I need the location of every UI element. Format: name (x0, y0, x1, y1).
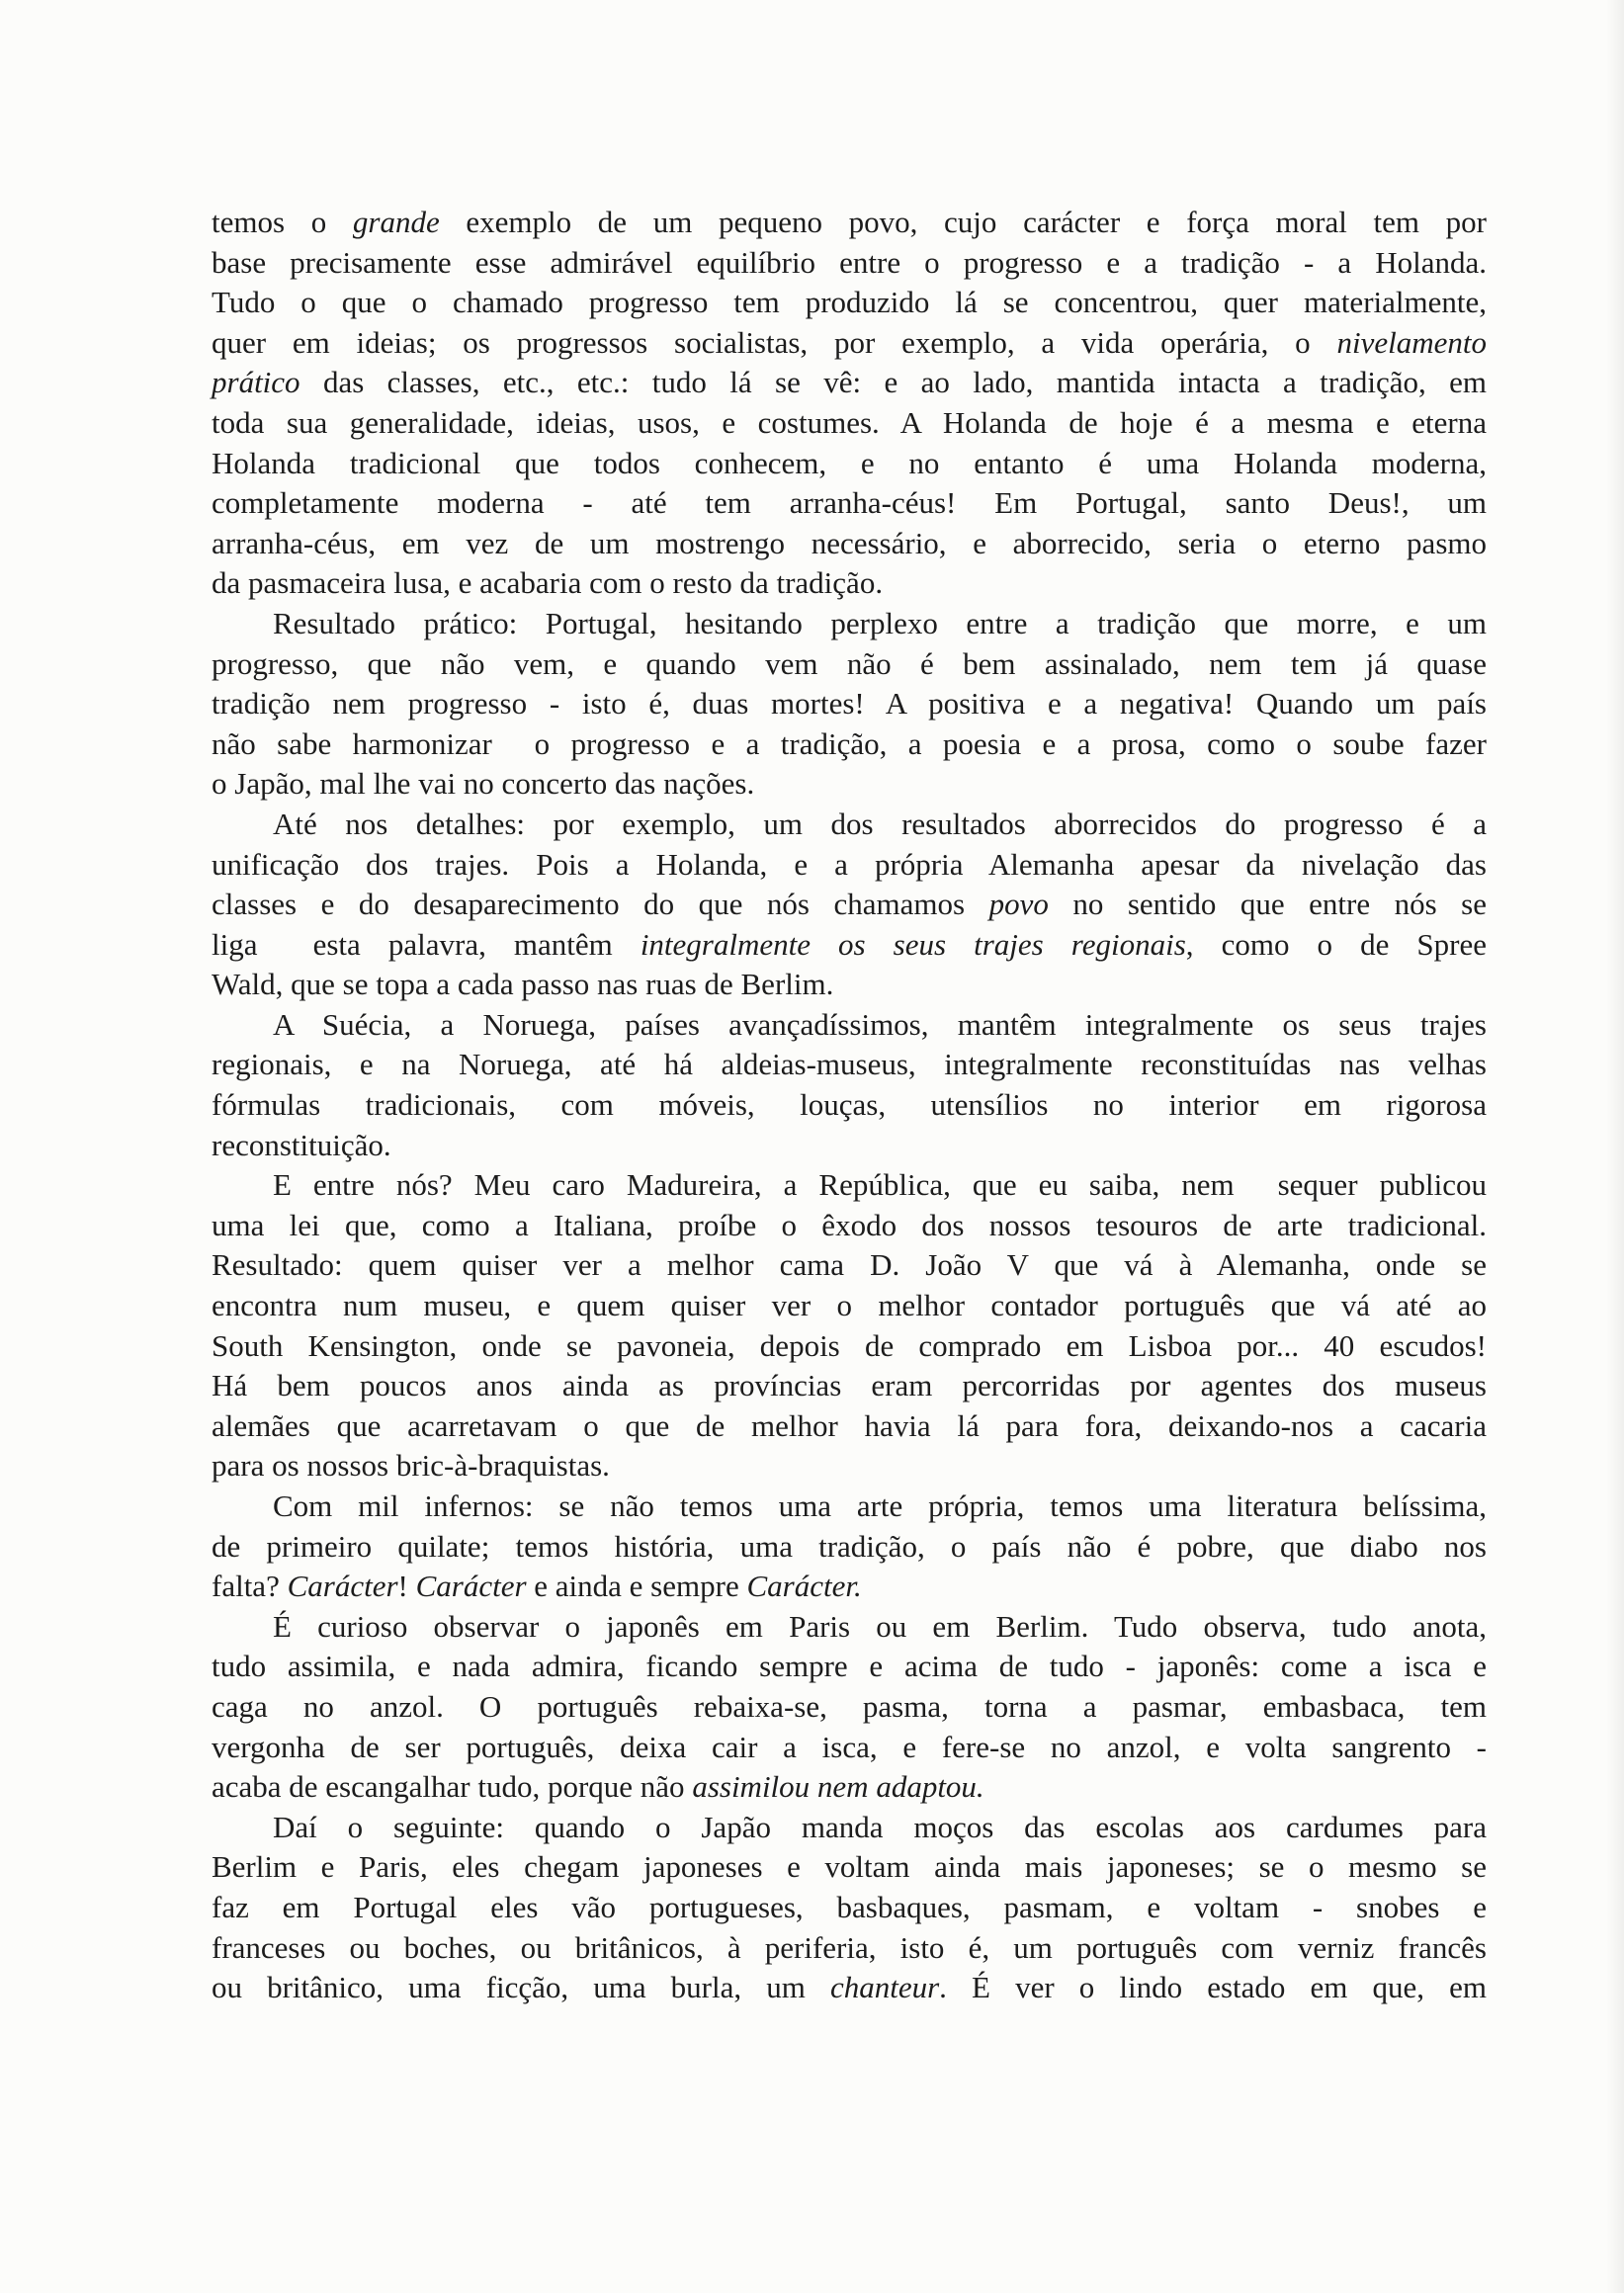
text-segment: unificação dos trajes. Pois a Holanda, e a própria Alemanha apesar da nivelação das (212, 846, 1487, 882)
text-segment: da pasmaceira lusa, e acabaria com o resto da tradição. (212, 565, 884, 601)
text-line (212, 1326, 1487, 1367)
text-line (212, 1847, 1487, 1888)
text-line (212, 764, 1487, 805)
text-segment: quer em ideias; os progressos socialistas, por exemplo, a vida operária, o (212, 324, 1337, 360)
italic-text: prático (212, 365, 300, 400)
text-segment: regionais, e na Noruega, até há aldeias-museus, integralmente reconstituídas nas velhas (212, 1047, 1487, 1082)
text-line (212, 1245, 1487, 1286)
italic-text: povo (988, 887, 1049, 922)
italic-text: integralmente os seus trajes regionais (640, 926, 1186, 962)
text-segment: para os nossos bric-à-braquistas. (212, 1448, 610, 1484)
text-segment: , como o de Spree (1185, 926, 1487, 962)
text-segment: A Suécia, a Noruega, países avançadíssimos, mantêm integralmente os seus trajes (212, 1006, 1487, 1042)
text-line (212, 684, 1487, 724)
text-segment: Holanda tradicional que todos conhecem, e no entanto é uma Holanda moderna, (212, 445, 1487, 480)
text-segment: ou britânico, uma ficção, uma burla, um (212, 1970, 830, 2005)
text-segment: Com mil infernos: se não temos uma arte própria, temos uma literatura belíssima, (212, 1488, 1487, 1523)
text-line (212, 1767, 1487, 1808)
text-segment: exemplo de um pequeno povo, cujo carácter e força moral tem por (439, 205, 1487, 239)
text-line (212, 1126, 1487, 1166)
text-line (212, 563, 1487, 604)
text-segment: É curioso observar o japonês em Paris ou em Berlim. Tudo observa, tudo anota, (212, 1608, 1487, 1644)
text-line (212, 1687, 1487, 1728)
text-segment: caga no anzol. O português rebaixa-se, pasma, torna a pasmar, embasbaca, tem (212, 1688, 1487, 1724)
text-segment: o Japão, mal lhe vai no concerto das nações. (212, 766, 755, 802)
text-segment: falta? (212, 1569, 288, 1604)
text-segment: alemães que acarretavam o que de melhor havia lá para fora, deixando-nos a cacaria (212, 1407, 1487, 1443)
text-line (212, 1728, 1487, 1768)
text-segment: Daí o seguinte: quando o Japão manda moços das escolas aos cardumes para (212, 1809, 1487, 1844)
text-segment: vergonha de ser português, deixa cair a isca, e fere-se no anzol, e volta sangrento - (212, 1729, 1487, 1764)
text-segment: base precisamente esse admirável equilíbrio entre o progresso e a tradição - a Holanda. (212, 244, 1487, 280)
text-line (212, 1486, 1487, 1527)
body-text (212, 203, 1487, 2008)
text-line (212, 1567, 1487, 1607)
text-line (212, 885, 1487, 925)
text-segment: acaba de escangalhar tudo, porque não (212, 1769, 693, 1805)
text-line (212, 483, 1487, 524)
text-segment: Tudo o que o chamado progresso tem produzido lá se concentrou, quer materialmente, (212, 285, 1487, 320)
text-line (212, 524, 1487, 564)
italic-text: Carácter. (746, 1569, 862, 1604)
text-line (212, 1366, 1487, 1406)
text-segment: tudo assimila, e nada admira, ficando sempre e acima de tudo - japonês: come a isca e (212, 1649, 1487, 1684)
text-segment: Há bem poucos anos ainda as províncias eram percorridas por agentes dos museus (212, 1368, 1487, 1403)
italic-text: Carácter (415, 1569, 527, 1604)
text-segment: e ainda e sempre (526, 1569, 747, 1604)
text-segment: das classes, etc., etc.: tudo lá se vê: e ao lado, mantida intacta a tradição, em (299, 365, 1487, 400)
text-segment: não sabe harmonizar o progresso e a tradição, a poesia e a prosa, como o soube fazer (212, 725, 1487, 761)
italic-text: assimilou nem adaptou. (692, 1769, 984, 1805)
text-line (212, 604, 1487, 644)
text-line (212, 1968, 1487, 2008)
text-line (212, 323, 1487, 364)
text-segment: South Kensington, onde se pavoneia, depois de comprado em Lisboa por... 40 escudos! (212, 1327, 1487, 1363)
text-line (212, 724, 1487, 765)
italic-text: chanteur (829, 1970, 940, 2005)
text-segment: tradição nem progresso - isto é, duas mortes! A positiva e a negativa! Quando um país (212, 686, 1487, 722)
text-line (212, 403, 1487, 444)
text-line (212, 845, 1487, 886)
text-segment: progresso, que não vem, e quando vem não é bem assinalado, nem tem já quase (212, 645, 1487, 681)
text-segment: E entre nós? Meu caro Madureira, a República, que eu saiba, nem sequer publicou (212, 1167, 1487, 1203)
text-line (212, 1888, 1487, 1928)
text-line (212, 805, 1487, 845)
text-line (212, 1446, 1487, 1486)
text-segment: no sentido que entre nós se (1048, 887, 1488, 922)
text-segment: temos o (212, 205, 353, 239)
text-segment: classes e do desaparecimento do que nós chamamos (212, 887, 989, 922)
text-segment: completamente moderna - até tem arranha-céus! Em Portugal, santo Deus!, um (212, 485, 1487, 521)
italic-text: Carácter (287, 1569, 398, 1604)
text-line (212, 1808, 1487, 1848)
text-segment: liga esta palavra, mantêm (212, 926, 641, 962)
text-segment: arranha-céus, em vez de um mostrengo necessário, e aborrecido, seria o eterno pasmo (212, 525, 1487, 560)
text-segment: Até nos detalhes: por exemplo, um dos resultados aborrecidos do progresso é a (212, 806, 1487, 841)
text-segment: encontra num museu, e quem quiser ver o melhor contador português que vá até ao (212, 1288, 1487, 1323)
text-line (212, 283, 1487, 323)
text-segment: Resultado prático: Portugal, hesitando perplexo entre a tradição que morre, e um (212, 605, 1487, 640)
text-line (212, 1085, 1487, 1126)
text-line (212, 925, 1487, 966)
text-segment: uma lei que, como a Italiana, proíbe o êxodo dos nossos tesouros de arte tradicional. (212, 1207, 1487, 1242)
text-line (212, 444, 1487, 484)
text-line (212, 1286, 1487, 1326)
text-segment: toda sua generalidade, ideias, usos, e costumes. A Holanda de hoje é a mesma e eterna (212, 404, 1487, 440)
text-line (212, 1165, 1487, 1206)
text-line (212, 1045, 1487, 1085)
page-edge-shadow (1606, 0, 1624, 2293)
text-segment: reconstituição. (212, 1127, 391, 1162)
text-line (212, 1527, 1487, 1568)
text-segment: franceses ou boches, ou britânicos, à periferia, isto é, um português com verniz francês (212, 1929, 1487, 1965)
text-line (212, 1647, 1487, 1687)
text-segment: fórmulas tradicionais, com móveis, louças, utensílios no interior em rigorosa (212, 1087, 1487, 1123)
text-segment: faz em Portugal eles vão portugueses, basbaques, pasmam, e voltam - snobes e (212, 1889, 1487, 1924)
text-line (212, 1406, 1487, 1447)
text-line (212, 1928, 1487, 1969)
text-segment: de primeiro quilate; temos história, uma tradição, o país não é pobre, que diabo nos (212, 1528, 1487, 1564)
text-segment: . É ver o lindo estado em que, em (939, 1970, 1487, 2005)
text-line (212, 1206, 1487, 1246)
text-segment: Wald, que se topa a cada passo nas ruas de Berlim. (212, 967, 834, 1002)
text-segment: Berlim e Paris, eles chegam japoneses e voltam ainda mais japoneses; se o mesmo se (212, 1849, 1487, 1885)
text-line (212, 1607, 1487, 1648)
italic-text: grande (352, 205, 440, 239)
text-line (212, 363, 1487, 403)
text-segment: Resultado: quem quiser ver a melhor cama D. João V que vá à Alemanha, onde se (212, 1247, 1487, 1283)
text-line (212, 203, 1487, 243)
text-line (212, 965, 1487, 1005)
italic-text: nivelamento (1336, 324, 1487, 360)
text-line (212, 1005, 1487, 1046)
text-segment: ! (397, 1569, 416, 1604)
text-line (212, 644, 1487, 685)
text-line (212, 243, 1487, 284)
